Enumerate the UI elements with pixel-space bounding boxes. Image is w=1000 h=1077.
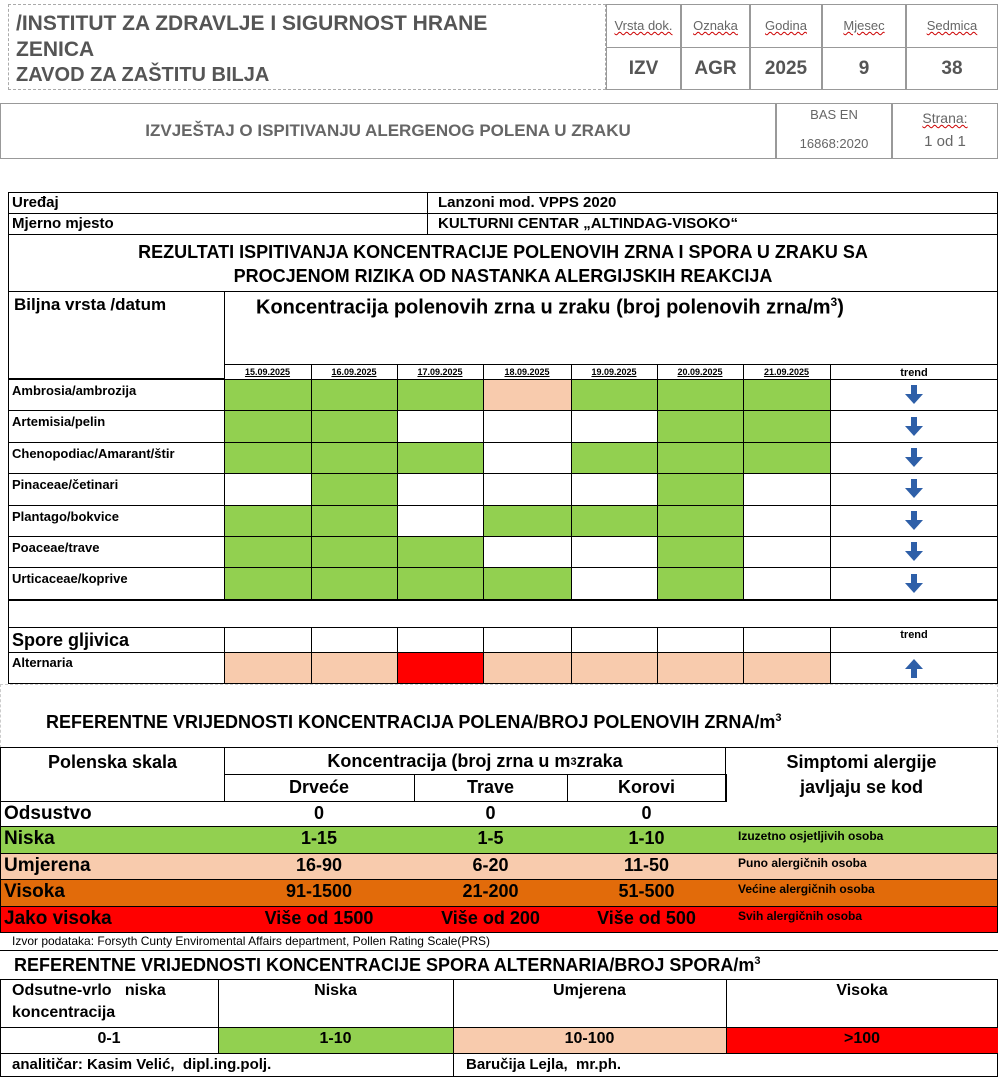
institute-name-line3: ZAVOD ZA ZAŠTITU BILJA — [16, 64, 270, 86]
concentration-header-end: ) — [837, 296, 844, 319]
spore-col-header: Niska — [314, 982, 357, 999]
arrow-down-icon — [903, 447, 925, 469]
ref-trees: 0 — [313, 803, 324, 823]
spore-concentration-cell — [397, 652, 484, 684]
ref-trees: 1-15 — [300, 828, 338, 848]
conc-ref-text: Koncentracija (broj zrna u m — [327, 751, 571, 771]
date-header: 17.09.2025 — [417, 367, 463, 377]
date-header: 16.09.2025 — [331, 367, 377, 377]
species-name: Plantago/bokvice — [12, 508, 119, 524]
concentration-cell — [743, 536, 831, 568]
concentration-cell — [571, 505, 658, 537]
ref-subheader: Drveće — [288, 777, 350, 797]
concentration-cell — [743, 473, 831, 505]
spore-concentration-cell — [571, 652, 658, 684]
trend-cell — [830, 567, 998, 599]
reference-pollen-title — [46, 712, 782, 733]
standard-line1: BAS EN — [810, 107, 858, 122]
concentration-cell — [571, 473, 658, 505]
concentration-cell — [571, 536, 658, 568]
results-title-line1: REZULTATI ISPITIVANJA KONCENTRACIJE POLENOVIH ZRNA I SPORA U ZRAKU SA — [138, 242, 868, 262]
second-signature: Baručija Lejla, mr.ph. — [466, 1056, 622, 1073]
ref-spores-title-sup: 3 — [754, 955, 761, 967]
ref-weeds: 11-50 — [623, 855, 670, 875]
concentration-cell — [743, 410, 831, 442]
ref-subheader: Trave — [466, 777, 515, 797]
concentration-cell — [224, 442, 312, 474]
reference-pollen-title-text: REFERENTNE VRIJEDNOSTI KONCENTRACIJA POLENA/BROJ POLENOVIH ZRNA/m — [46, 712, 776, 732]
concentration-header-sup: 3 — [830, 295, 838, 309]
site-label: Mjerno mjesto — [12, 215, 114, 232]
spore-value: >100 — [843, 1030, 881, 1047]
device-label: Uređaj — [12, 194, 59, 211]
results-title-line2: PROCJENOM RIZIKA OD NASTANKA ALERGIJSKIH REAKCIJA — [233, 266, 773, 286]
device-label-cell — [8, 192, 428, 214]
reference-pollen-title-sup: 3 — [775, 712, 782, 724]
concentration-cell — [657, 442, 744, 474]
species-name: Ambrosia/ambrozija — [12, 383, 137, 398]
arrow-up-icon — [903, 657, 925, 679]
trend-header: trend — [900, 367, 928, 379]
species-name: Poaceae/trave — [12, 540, 100, 555]
concentration-cell — [397, 379, 484, 411]
species-name: Pinaceae/četinari — [12, 477, 119, 493]
analyst-signature: analitičar: Kasim Velić, dipl.ing.polj. — [12, 1056, 272, 1073]
trend-cell — [830, 505, 998, 537]
concentration-cell — [224, 536, 312, 568]
report-title: IZVJEŠTAJ O ISPITIVANJU ALERGENOG POLENA U ZRAKU — [145, 121, 631, 140]
spore-concentration-cell — [483, 652, 572, 684]
spore-concentration-cell — [311, 652, 398, 684]
concentration-cell — [311, 473, 398, 505]
spore-concentration-cell — [224, 652, 312, 684]
concentration-cell — [311, 410, 398, 442]
spore-name: Alternaria — [12, 655, 73, 670]
spore-col1-line2: koncentracija — [12, 1004, 116, 1021]
spore-concentration-cell — [657, 652, 744, 684]
species-header: Biljna vrsta /datum — [14, 295, 167, 314]
ref-trees: Više od 1500 — [264, 908, 374, 928]
concentration-cell — [397, 536, 484, 568]
ref-weeds: 1-10 — [628, 828, 665, 848]
species-name: Urticaceae/koprive — [12, 571, 128, 587]
meta-value: IZV — [628, 57, 659, 79]
concentration-cell — [224, 505, 312, 537]
meta-value: AGR — [694, 57, 737, 79]
concentration-cell — [657, 505, 744, 537]
meta-label: Godina — [765, 18, 807, 33]
concentration-cell — [657, 410, 744, 442]
ref-grass: Više od 200 — [441, 908, 540, 928]
spores-header: Spore gljivica — [12, 630, 130, 650]
ref-grass: 1-5 — [477, 828, 504, 848]
scale-header: Polenska skala — [47, 752, 178, 772]
ref-level: Niska — [4, 828, 55, 849]
ref-weeds: 51-500 — [618, 881, 675, 901]
ref-trees: 91-1500 — [285, 881, 353, 901]
concentration-header-text: Koncentracija polenovih zrna u zraku (broj polenovih zrna/m — [256, 296, 831, 319]
concentration-cell — [224, 567, 312, 599]
meta-label: Sedmica — [926, 18, 978, 33]
concentration-cell — [571, 410, 658, 442]
concentration-cell — [571, 379, 658, 411]
date-header: 19.09.2025 — [591, 367, 637, 377]
concentration-cell — [224, 379, 312, 411]
symptoms-header-line2: javljaju se kod — [799, 777, 924, 797]
meta-label: Vrsta dok. — [614, 18, 673, 33]
concentration-cell — [311, 442, 398, 474]
spores-header-blank — [657, 627, 744, 653]
site-value: KULTURNI CENTAR „ALTINDAG-VISOKO“ — [438, 215, 738, 232]
date-header: 18.09.2025 — [504, 367, 550, 377]
spores-header-blank — [483, 627, 572, 653]
concentration-cell — [397, 442, 484, 474]
meta-value: 9 — [858, 57, 870, 79]
concentration-cell — [571, 567, 658, 599]
ref-grass: 0 — [485, 803, 496, 823]
ref-grass: 21-200 — [462, 881, 519, 901]
spores-header-blank — [743, 627, 831, 653]
ref-level: Visoka — [4, 881, 65, 902]
ref-symptom: Puno alergičnih osoba — [738, 856, 867, 870]
concentration-cell — [483, 379, 572, 411]
concentration-cell — [311, 567, 398, 599]
spores-trend-header: trend — [900, 629, 928, 641]
concentration-cell — [224, 473, 312, 505]
arrow-down-icon — [903, 573, 925, 595]
page-label: Strana: — [922, 110, 968, 126]
ref-symptom: Izuzetno osjetljivih osoba — [738, 829, 884, 843]
trend-cell — [830, 410, 998, 442]
concentration-cell — [224, 410, 312, 442]
concentration-cell — [483, 505, 572, 537]
concentration-cell — [657, 536, 744, 568]
spore-concentration-cell — [743, 652, 831, 684]
spore-value: 10-100 — [564, 1030, 615, 1047]
ref-grass: 6-20 — [472, 855, 509, 875]
signature-divider — [453, 1053, 454, 1077]
date-header: 15.09.2025 — [244, 367, 291, 377]
concentration-cell — [657, 473, 744, 505]
species-name: Chenopodiac/Amarant/štir — [12, 445, 175, 461]
concentration-cell — [397, 567, 484, 599]
conc-ref-sup: 3 — [570, 755, 577, 768]
ref-level: Odsustvo — [4, 803, 92, 824]
device-value: Lanzoni mod. VPPS 2020 — [438, 194, 617, 211]
concentration-cell — [397, 505, 484, 537]
trend-cell — [830, 379, 998, 411]
concentration-cell — [657, 379, 744, 411]
ref-symptom: Većine alergičnih osoba — [738, 882, 875, 896]
spore-col-header: Umjerena — [553, 982, 626, 999]
species-name: Artemisia/pelin — [12, 414, 106, 430]
meta-value: 2025 — [764, 57, 808, 79]
concentration-cell — [483, 442, 572, 474]
spores-header-blank — [224, 627, 312, 653]
ref-source-line — [0, 950, 998, 951]
concentration-cell — [571, 442, 658, 474]
concentration-cell — [743, 505, 831, 537]
spores-header-blank — [311, 627, 398, 653]
arrow-down-icon — [903, 541, 925, 563]
concentration-cell — [743, 442, 831, 474]
arrow-down-icon — [903, 384, 925, 406]
ref-spores-title-text: REFERENTNE VRIJEDNOSTI KONCENTRACIJE SPORA ALTERNARIA/BROJ SPORA/m — [14, 955, 755, 975]
ref-level: Umjerena — [4, 855, 91, 876]
page-value: 1 od 1 — [924, 133, 966, 150]
arrow-down-icon — [903, 416, 925, 438]
arrow-down-icon — [903, 510, 925, 532]
spores-header-blank — [397, 627, 484, 653]
standard-line2: 16868:2020 — [799, 136, 869, 151]
concentration-cell — [397, 473, 484, 505]
institute-name-line2: ZENICA — [16, 38, 95, 61]
empty-row — [8, 600, 998, 628]
ref-source: Izvor podataka: Forsyth Cunty Enviromental Affairs department, Pollen Rating Scale(PRS) — [12, 934, 491, 948]
institute-name-line1: /INSTITUT ZA ZDRAVLJE I SIGURNOST HRANE — [16, 12, 488, 35]
spore-value: 0-1 — [97, 1030, 121, 1047]
concentration-cell — [483, 536, 572, 568]
concentration-cell — [743, 379, 831, 411]
ref-symptom: Svih alergičnih osoba — [738, 909, 863, 923]
concentration-cell — [657, 567, 744, 599]
concentration-cell — [311, 379, 398, 411]
concentration-cell — [483, 410, 572, 442]
concentration-cell — [743, 567, 831, 599]
arrow-down-icon — [903, 478, 925, 500]
reference-spores-title — [14, 955, 761, 976]
ref-trees: 16-90 — [295, 855, 343, 875]
ref-subheader: Korovi — [617, 777, 675, 797]
concentration-cell — [311, 536, 398, 568]
ref-weeds: 0 — [641, 803, 652, 823]
meta-value: 38 — [941, 57, 963, 79]
ref-level: Jako visoka — [4, 908, 112, 929]
meta-label: Mjesec — [843, 18, 885, 33]
concentration-header — [256, 295, 844, 320]
concentration-cell — [397, 410, 484, 442]
symptoms-header-line1: Simptomi alergije — [786, 752, 937, 772]
concentration-cell — [483, 567, 572, 599]
ref-weeds: Više od 500 — [597, 908, 696, 928]
ref-table-frame — [0, 747, 998, 933]
trend-cell — [830, 473, 998, 505]
date-header: 20.09.2025 — [677, 367, 723, 377]
spore-col1-line1: Odsutne-vrlo niska — [12, 982, 166, 999]
meta-label: Oznaka — [693, 18, 738, 33]
spore-trend-cell — [830, 652, 998, 684]
spore-col-header: Visoka — [836, 982, 888, 999]
spore-value: 1-10 — [319, 1030, 352, 1047]
trend-cell — [830, 536, 998, 568]
concentration-cell — [311, 505, 398, 537]
trend-cell — [830, 442, 998, 474]
concentration-cell — [483, 473, 572, 505]
conc-ref-end: zraka — [576, 751, 623, 771]
date-header: 21.09.2025 — [763, 367, 810, 377]
spores-header-blank — [571, 627, 658, 653]
